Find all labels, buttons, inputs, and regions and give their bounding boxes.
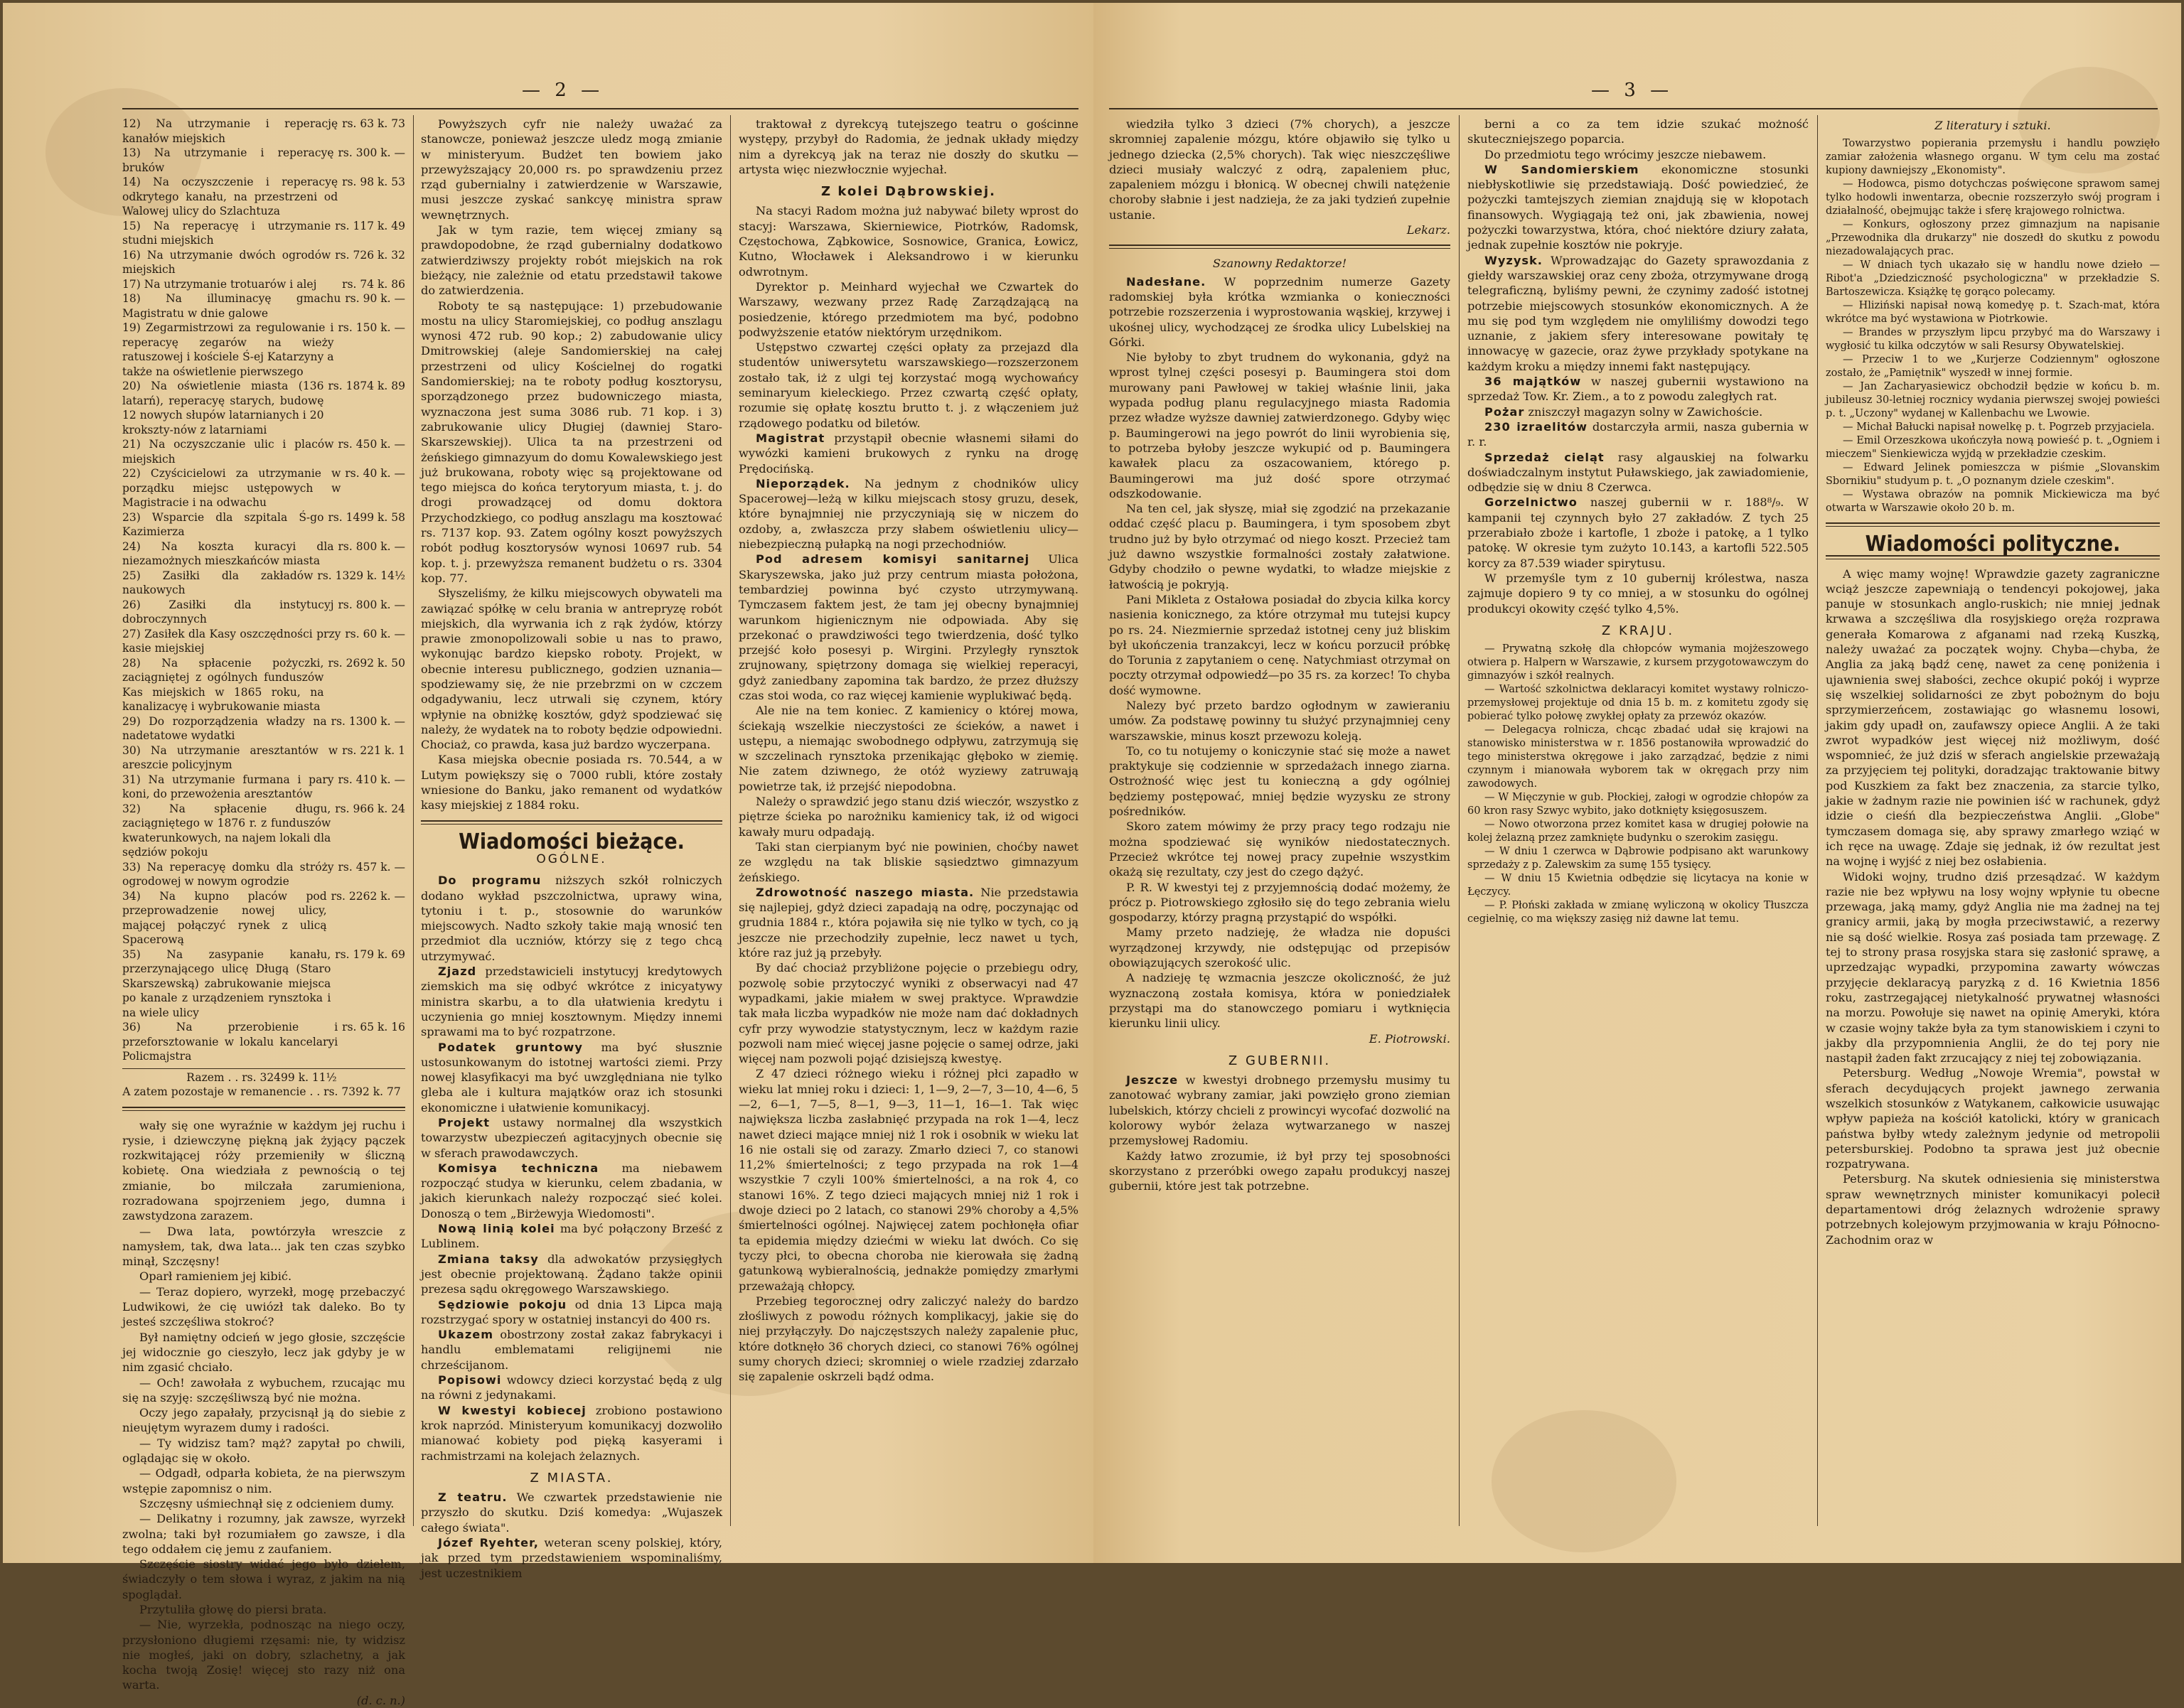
news-item-text: ma być słusznie ustosunkowanym do istotnej wartości ziemi. Przy nowej klasyfikacyi ma być uwzględniana nie tylko gleba ale i kultura majątków oraz ich stosunki ekonomiczne i ułatwienie komunikacyj.: [421, 1040, 722, 1115]
paragraph: Mamy przeto nadzieję, że władza nie dopuści wyrządzonej krzywdy, nie odstępując od przepisów obowiązujących szerokość ulic.: [1109, 925, 1450, 970]
budget-row-amount: rs. 117 k. 49: [335, 219, 405, 232]
paragraph: — Wystawa obrazów na pomnik Mickiewicza ma być otwarta w Warszawie około 20 b. m.: [1826, 489, 2160, 515]
budget-row-label: 25) Zasiłki dla zakładów naukowych: [122, 569, 314, 596]
news-item-lead: 36 majątków: [1484, 375, 1582, 389]
news-item-text: Nalezy być przeto bardzo ogłodnym w zawieraniu umów. Za podstawę powinny tu służyć przynajmniej ceny warszawskie, minus koszt przewozu koleją.: [1109, 698, 1450, 743]
budget-row-label: 23) Wsparcie dla szpitala Ś-go Kazimierza: [122, 510, 324, 538]
letter-text-continued: [1109, 819, 1450, 1031]
paragraph: Towarzystwo popierania przemysłu i handlu powzięło zamiar założenia własnego organu. W tym celu ma zostać kupiony dawniejszy „Ekonomisty".: [1826, 138, 2160, 177]
country-news-items: [1467, 643, 1809, 926]
news-item-text: We czwartek przedstawienie nie przyszło do skutku. Dziś komedya: „Wujaszek całego świata".: [421, 1491, 722, 1535]
news-item: [739, 960, 1078, 1066]
budget-row-amount: rs. 457 k. —: [338, 860, 405, 874]
budget-remainder: [122, 1085, 405, 1100]
feuilleton-text: [122, 1118, 405, 1693]
paragraph: Przytuliła głowę do piersi brata.: [139, 1603, 327, 1616]
news-item: [739, 885, 1078, 960]
news-item: [421, 1403, 722, 1463]
paragraph: Kasa miejska obecnie posiada rs. 70.544, a w Lutym powiększy się o 7000 rubli, które zostały wniesione do Banku, jako remanent od wydatków kasy miejskiej z 1884 roku.: [421, 753, 722, 812]
budget-row: [122, 248, 405, 277]
news-item-text: Z 47 dzieci różnego wieku i różnej płci zapadło w wieku lat mniej roku i dzieci: 1, 1—9, 2—7, 3—10, 4—6, 5—2, 6—1, 7—5, 8—1, 9—3, 11—1, 16—1. Tak więc największa liczba zasłabnięć przypada na rok 1—4, lecz nawet dzieci mające mniej niż 1 rok i osobnik w wieku lat 16 nie ostali się od zarazy. Zmarło dzieci 7, co stanowi 11,2% śmiertelności; z tego przypada na rok 1—4 wszystkie 7 czyli 100% śmiertelności, a na rok 4, co stanowi 16%. Z tego dzieci mających mniej niż 1 rok i dwoje dzieci po 2 latach, co stanowi 29% choroby a 4,5% śmiertelności ogólnej. Najwięcej zatem pochłonęła ofiar ta epidemia między dziećmi w wieku lat dwóch. Co się tyczy płci, to obecna choroba nie kierowała się żadną gatunkową wybieralnością, jednakże pomiędzy zmarłymi przeważają chłopcy.: [739, 1067, 1078, 1293]
news-item-text: dostarczyła armii, nasza gubernia w r. r.: [1467, 419, 1809, 449]
budget-row-label: 18) Na illuminacyę gmachu Magistratu w dnie galowe: [122, 292, 341, 320]
news-item-lead: Gorzelnictwo: [1484, 495, 1578, 510]
budget-row-label: 33) Na reperacyę domku dla stróży ogrodowej w nowym ogrodzie: [122, 860, 334, 888]
budget-row-amount: rs. 2262 k. —: [331, 889, 405, 903]
budget-row-amount: rs. 800 k. —: [338, 598, 405, 611]
total-label: Razem . . rs. 32499 k. 11½: [186, 1070, 337, 1084]
news-item: [739, 340, 1078, 431]
paragraph: — Nowo otworzona przez komitet kasa w drugiej połowie na kolej żelazną przez zamknięte budynku o szerokim zasięgu.: [1467, 819, 1809, 844]
header-rule: [122, 108, 1078, 109]
budget-row-amount: rs. 1329 k. 14½: [317, 569, 405, 582]
news-item-text: W przemyśle tym z 10 gubernij królestwa, nasza zajmuje dopiero 9 ty co mniej, a w stosunku do ogólnej produkcyi okowity część tylko 4,5%.: [1467, 571, 1809, 616]
budget-row: [122, 175, 405, 219]
paragraph: — W Mięczynie w gub. Płockiej, załogi w ogrodzie chłopów za 60 kron rasy Szwyc wybito, jako dotknięty księgosuszem.: [1467, 792, 1809, 817]
news-item-lead: Sędziowie pokoju: [438, 1297, 567, 1311]
news-item-lead: Do programu: [438, 874, 542, 888]
news-item: [739, 1294, 1078, 1385]
news-item-text: w kwestyi drobnego przemysłu musimy tu zanotować wybrany zamiar, jaki powzięło grono ziemian lubelskich, którzy chcieli z prowincyi wycofać dozwolić na kolorowy wybór żelaza wytwarzanego w naszej przemysłowej Radomiu.: [1109, 1073, 1450, 1148]
budget-row-label: 22) Czyścicielowi za utrzymanie w porządku miejsc ustępowych w Magistracie i na odwachu: [122, 467, 341, 509]
budget-row: [122, 379, 405, 437]
section-divider: [1826, 522, 2160, 527]
budget-row: [122, 291, 405, 321]
news-item-text: ustawy normalnej dla wszystkich towarzystw ubezpieczeń agitacyjnych obecnie się w sferach prawodawczych.: [421, 1116, 722, 1160]
paragraph: A więc mamy wojnę! Wprawdzie gazety zagraniczne wciąż jeszcze zapewniają o tendencyi pokojowej, jaka panuje w stosunkach anglo-ruskich; nie mniej jednak krwawa a szczęśliwa dla rosyjskiego oręża rozprawa generała Komarowa z afganami nad rzeką Kuszką, należy uważać za początek wojny. Chyba—chyba, że Anglia za jaką bądź cenę, nawet za cenę poniżenia i ujawnienia swej słabości, zechce okupić pokój i wyprze się wszelkiej solidarności ze zbyt pobożnym do boju sprzymierzeńcem, zostawiając go własnemu losowi, jakim gdy upadł on, zaufawszy opiece Anglii. A że taki zwrot wypadków jest więcej niż możliwym, dość wspomnieć, że już dziś w sferach angielskie przeważają za przyjęciem tej polityki, doradzając traktowanie bitwy pod Kuszkiem za fakt bez znaczenia, za starcie tylko, jakie w żadnym razie nie powinien iść w rachunek, gdyż idzie o cieśń dla bezpieczeństwa Anglii. „Globe" tymczasem domaga się, aby sprawy zmarłego wziąć w ich ręce na uwagę. Zdaje się jednak, iż ów rezultat jest na wojnę i wyjść z niej bez osłabienia.: [1826, 566, 2160, 869]
news-item: [739, 552, 1078, 703]
news-item-text: przystąpił obecnie własnemi siłami do wywózki kamieni brukowych z rynku na drogę Prędocińską.: [739, 431, 1078, 476]
paragraph: Szczęście siostry widać jego było dziełem, świadczyły o tem słowa i wyraz, z jakim na nią spoglądał.: [122, 1557, 405, 1601]
section-divider: [421, 820, 722, 825]
newspaper-spread: [3, 3, 2181, 1707]
signature-doctor: Lekarz.: [1406, 223, 1450, 237]
paragraph: Słyszeliśmy, że kilku miejscowych obywateli ma zawiązać spółkę w celu brania w antrepryzę robót miejskich, dla wyrwania ich z rąk żydów, którzy prawie zmonopolizowali sobie u nas to prawo, wykonując bardzo kiepsko roboty. Projekt, w obecnie interesu publicznego, godzien uznania—spodziewamy się, że nie przebrzmi on w czczem odgadywaniu, lecz utrwali się czynem, który wpłynie na obniżkę kosztów, gdyż spodziewać się należy, że wydatek na to roboty będzie odpowiedni. Chociaż, co prawda, kasa już bardzo wyczerpana.: [421, 586, 722, 752]
budget-row: [122, 1020, 405, 1064]
news-item-lead: Józef Ryehter,: [438, 1536, 539, 1550]
budget-row: [122, 743, 405, 773]
paragraph: Roboty te są następujące: 1) przebudowanie mostu na ulicy Staromiejskiej, co podług anszlagu wynosi 472 rub. 90 kop.; 2) zabudowanie ulicy Dmitrowskiej (aleje Sandomierskiej na całej przestrzeni od ulicy Kościelnej do rogatki Sandomierskiej; na te roboty podług kosztorysu, sporządzonego przez budowniczego miasta, wyznaczona jest suma 3086 rub. 71 kop. i 3) zabrukowanie ulicy Długiej (dawniej Staro-Skarszewskiej). Ulica ta na przestrzeni od żeńskiego gimnazyum do domu Kowalewskiego jest już brukowana, roboty więc są projektowane od tego miejsca do końca terytoryum miasta, t. j. do drogi prowadzącej od domu doktora Przychodzkiego, co podług anszlagu ma kosztować rs. 7137 kop. 93. Zatem ogólny koszt powyższych robót podług kosztorysów wynosi 10697 rub. 54 kop. t. j. przewyższa remanent budżetu o rs. 3304 kop. 77.: [421, 299, 722, 585]
news-item-text: W poprzednim numerze Gazety radomskiej była krótka wzmianka o konieczności potrzebie rozszerzenia i wyprostowania wąskiej, krzywej i ukośnej ulicy, wychodzącej ze środka ulicy Lubelskiej na Górki.: [1109, 274, 1450, 349]
news-item-text: To, co tu notujemy o koniczynie stać się może a nawet praktykuje się codziennie w sprzedażach innego ziarna. Ostrożność więc jest tu konieczną a gdy ogólniej będziemy postępować, mniej będzie wyzysku ze strony pośredników.: [1109, 743, 1450, 819]
paragraph: — Brandes w przyszłym lipcu przybyć ma do Warszawy i wygłosić tu kilka odczytów w sali Resursy Obywatelskiej.: [1826, 327, 2160, 353]
budget-row-label: 32) Na spłacenie długu, zaciągniętego w 1876 r. z funduszów kwaterunkowych, na najem lokali dla sędziów pokoju: [122, 802, 331, 859]
paragraph: Petersburg. Na skutek odniesienia się ministerstwa spraw wewnętrznych minister komunikacyi polecił departamentowi dróg żelaznych wdrożenie sprawy potrzebnych kolejowym przyjmowania w kraju Północno-Zachodnim oraz w: [1826, 1172, 2160, 1247]
news-item-text: Przebieg tegorocznej odry zaliczyć należy do bardzo złośliwych z powodu różnych komplikacyj, jakie się do niej przyłączyły. Do najczęstszych należy zapalenie płuc, które dotknęło 36 chorych dzieci, co stanowi 76% ogólnej sumy chorych dzieci; skromniej o wiele rzadziej zdarzało się zapalenie oskrzeli bądź odma.: [739, 1294, 1078, 1384]
news-item: [1467, 419, 1809, 450]
paragraph: Był namiętny odcień w jego głosie, szczęście jej widocznie go cieszyło, lecz jak gdyby je w nim zgasić chciało.: [122, 1330, 405, 1375]
news-items: [421, 873, 722, 1463]
news-item-text: Pani Mikleta z Ostałowa posiadał do zbycia kilka korcy nasienia konicznego, za które otrzymał mu tutejsi kupcy po rs. 24. Niezmiernie sprzedaż istotnej ceny już bliskim był ukończenia tranzakcyi, lecz w końcu porzucił próbkę do Torunia z zapytaniem o cenę. Natychmiast otrzymał on poczty otrzymał odpowiedź—po 35 rs. za korzec! To chyba dość wymowne.: [1109, 592, 1450, 697]
news-item-lead: 230 izraelitów: [1484, 419, 1588, 434]
news-item-text: naszej gubernii w r. 188⁸/₉. W kampanii tej czynnych było 27 zakładów. Z tych 25 przerabiało zboże i kartofle, 1 zboże i patokę, a 1 tylko patokę. W okresie tym zużyto 10.143, a kartofli 522.505 korcy za 87.539 wiader spirytusu.: [1467, 495, 1809, 570]
budget-row-amount: rs. 90 k. —: [345, 292, 405, 305]
section-divider: [1109, 245, 1450, 249]
news-item: [1109, 1149, 1450, 1194]
news-item: [739, 431, 1078, 476]
news-subsection-title: OGÓLNE.: [536, 852, 607, 866]
news-item: [421, 1221, 722, 1252]
news-item: [1467, 450, 1809, 495]
news-item-lead: Zdrowotność naszego miasta.: [756, 885, 975, 899]
paragraph: — Nie, wyrzekła, podnosząc na niego oczy, przysłoniono długiemi rzęsami: nie, ty widzisz nie mogłeś, jaki on dobry, szlachetny, a jak kocha twoją Zosię! więcej sto razy niż ona warta.: [122, 1618, 405, 1692]
news-item-text: Każdy łatwo zrozumie, iż był przy tej sposobności skorzystano z przeróbki owego zapału produkcyj naszej gubernii, które jest tak potrzebne.: [1109, 1149, 1450, 1193]
news-item-text: ekonomiczne stosunki niebłyskotliwie się przedstawiają. Dość powiedzieć, że pożyczki tamtejszych ziemian znajdują się w kłopotach finansowych. Wygiągają też oni, jak zbawienia, nowej pożyczki towarzystwa, która, choć niektóre dziury załata, jednak zupełnie kosztów nie pokryje.: [1467, 162, 1809, 252]
news-item-text: zniszczył magazyn solny w Zawichoście.: [1528, 404, 1763, 419]
paragraph: Skoro zatem mówimy że przy pracy tego rodzaju nie można spodziewać się wyników niedostatecznych. Przecież wkrótce tej nowej pracy zupełnie wszystkim okażą się rezultaty, czy jest do czego dążyć.: [1109, 820, 1450, 879]
budget-row: [122, 219, 405, 248]
news-item-text: Na ten cel, jak słyszę, miał się zgodzić na przekazanie oddać część placu p. Baumingera, i tym sposobem zbyt trudno już by było otrzymać od niego koszt. Przecież tam już dawno wszystkie formalności zostały załatwione. Gdyby chodziło o pewne wydatki, to władze miejskie z łatwością je pokryją.: [1109, 502, 1450, 591]
news-item: [421, 1252, 722, 1297]
paragraph: — Delegacya rolnicza, chcąc zbadać udał się krajowi na stanowisko ministerstwa w r. 1856 postanowiła wprowadzić do tego ministerstwa okręgowe i jako zarządzać, będzie z nimi czynnym i mianowała wyborem tak w okręgach przy nim zawodowych.: [1467, 724, 1809, 790]
budget-row: [122, 714, 405, 743]
budget-row: [122, 889, 405, 947]
news-item: [421, 1040, 722, 1115]
column-2: [421, 117, 722, 1580]
budget-row-label: 27) Zasiłek dla Kasy oszczędności przy kasie miejskiej: [122, 627, 341, 655]
news-item-text: Nie przedstawia się najlepiej, gdyż dzieci zapadają na odrę, poczynając od grudnia 1884 r., która pojawiła się nie tylko w tych, co ją jeszcze nie przechodziły zupełnie, lecz nawet u tych, które raz już ją przebyły.: [739, 885, 1078, 960]
budget-row-amount: rs. 65 k. 16: [342, 1021, 405, 1033]
news-item-lead: Nadesłane.: [1126, 274, 1206, 289]
medical-report-ending: [1109, 117, 1450, 222]
budget-row-label: 15) Na reperacyę i utrzymanie studni miejskich: [122, 219, 331, 247]
news-item-lead: W Sandomierskiem: [1484, 162, 1639, 176]
news-item: [1467, 404, 1809, 419]
page-number: — 2 —: [522, 80, 604, 101]
news-item: [1467, 374, 1809, 404]
paragraph: wiedziła tylko 3 dzieci (7% chorych), a jeszcze skromniej zapalenie mózgu, które objawiło się tylko u jednego dziecka (2,5% chorych). Tak więc nieszczęśliwe dzieci musiały walczyć z odrą, zapaleniem płuc, zapaleniem mózgu i błonicą. W obecnej chwili natężenie choroby słabnie i jest nadzieja, że za jaki tydzień zupełnie ustanie.: [1109, 117, 1450, 222]
news-item-lead: Zmiana taksy: [438, 1252, 539, 1266]
budget-total: [122, 1068, 405, 1085]
paragraph: — W dniu 1 czerwca w Dąbrowie podpisano akt warunkowy sprzedaży z p. Zalewskim za sumę 155 tysięcy.: [1467, 846, 1809, 871]
news-item-text: przedstawicieli instytucyj kredytowych ziemskich ma się odbyć wkrótce z inicyatywy ministra skarbu, a to dla ułatwienia kredytu i uczynienia go mniej kosztownym. Między innemi sprawami ma to być rozpatrzone.: [421, 965, 722, 1039]
news-section-title: Wiadomości bieżące.: [459, 829, 685, 854]
news-item-lead: Projekt: [438, 1116, 490, 1129]
budget-row-label: 17) Na utrzymanie trotuarów i alej: [122, 277, 317, 291]
budget-row-label: 31) Na utrzymanie furmana i pary koni, do przewożenia aresztantów: [122, 773, 334, 800]
budget-row-amount: rs. 410 k. —: [338, 773, 405, 786]
news-item-text: Taki stan cierpianym być nie powinien, choćby nawet ze względu na tak bliskie sąsiedztwo gimnazyum żeńskiego.: [739, 839, 1078, 884]
news-item-text: od dnia 13 Lipca mają rozstrzygać spory w ostatniej instancyi do 400 rs.: [421, 1297, 722, 1326]
page-2: [3, 3, 1093, 1707]
news-item: [421, 873, 722, 964]
page-number: — 3 —: [1591, 80, 1674, 101]
paragraph: — Michał Bałucki napisał nowelkę p. t. Pogrzeb przyjaciela.: [1843, 421, 2155, 434]
budget-row-amount: rs. 40 k. —: [345, 467, 405, 480]
news-item-lead: Komisya techniczna: [438, 1161, 599, 1175]
paragraph: — Odgadł, odparła kobieta, że na pierwszym wstępie zapomnisz o nim.: [122, 1466, 405, 1495]
budget-commentary: [421, 117, 722, 813]
news-item: [421, 964, 722, 1039]
paragraph: — Prywatną szkołę dla chłopców wymania mojżeszowego otwiera p. Halpern w Warszawie, z kursem przygotowawczym do gimnazyów i szkół realnych.: [1467, 643, 1809, 682]
news-item-lead: Zjazd: [438, 965, 477, 979]
city-section-title: Z MIASTA.: [530, 1470, 614, 1486]
news-item: [421, 1115, 722, 1161]
news-item-text: ma być połączony Brześć z Lublinem.: [421, 1222, 722, 1251]
news-item-lead: Pod adresem komisyi sanitarnej: [756, 552, 1030, 566]
paragraph: — W dniach tych ukazało się w handlu nowe dzieło — Ribot'a „Dziedziczność psychologiczna" w przekładzie S. Bartoszewicza. Książkę tę gorąco polecamy.: [1826, 259, 2160, 299]
paragraph: — Konkurs, ogłoszony przez gimnazjum na napisanie „Przewodnika dla drukarzy" nie doszedł do skutku z powodu niezadowalających prac.: [1826, 219, 2160, 258]
budget-row-label: 36) Na przerobienie i przeforsztowanie w lokalu kancelaryi Policmajstra: [122, 1021, 338, 1063]
budget-row: [122, 437, 405, 466]
paragraph: — Jan Zacharyasiewicz obchodził będzie w końcu b. m. jubileusz 30-letniej rocznicy wydania pierwszej swojej powieści p. t. „Uczony" wydanej w Kallenbachu we Lwowie.: [1826, 381, 2160, 420]
budget-row: [122, 802, 405, 860]
local-news-items: [739, 203, 1078, 1384]
news-item-lead: Nieporządek.: [756, 476, 850, 490]
news-item: [1467, 571, 1809, 616]
budget-row-label: 35) Na zasypanie kanału, przerzynającego ulicę Długą (Staro Skarszewską) zabrukowanie miejsca po kanale z urządzeniem rynsztoka i na wiele ulicy: [122, 947, 331, 1019]
intro-text: [1467, 117, 1809, 162]
news-item-text: w naszej gubernii wystawiono na sprzedaż Tow. Kr. Ziem., a to z powodu zaległych rat.: [1467, 375, 1809, 404]
news-item: [1467, 253, 1809, 374]
paragraph: — Dwa lata, powtórzyła wreszcie z namysłem, tak, dwa lata... jak ten czas szybko minął, Szczęsny!: [122, 1224, 405, 1269]
news-item: [1467, 495, 1809, 570]
news-item-text: weteran sceny polskiej, który, jak przed tym przedstawieniem wspominaliśmy, jest uczestnikiem: [421, 1536, 722, 1580]
news-item-lead: Ukazem: [438, 1328, 494, 1342]
news-item-text: Ustępstwo czwartej części opłaty za przejazd dla studentów uniwersytetu warszawskiego—rozszerzonem zostało tak, iż z ulgi tej korzystać mogą wychowańcy seminaryum kieleckiego. Przez czwartą część opłaty, rozumie się opłatę kosztu brutto t. j. z włączeniem już rządowego podatku od biletów.: [739, 340, 1078, 430]
news-item: [739, 203, 1078, 279]
budget-row: [122, 598, 405, 627]
column-2: [1467, 117, 1809, 1527]
budget-row: [122, 860, 405, 889]
budget-row-amount: rs. 150 k. —: [338, 321, 405, 334]
news-item: [739, 839, 1078, 885]
news-item-lead: Sprzedaż cieląt: [1484, 450, 1605, 464]
news-item-text: Dyrektor p. Meinhard wyjechał we Czwartek do Warszawy, wezwany przez Radę Zarządzającą na posiedzenie, którego przedmiotem ma być, podobno podwyższenie etatów niektórym urzędnikom.: [739, 279, 1078, 339]
column-rule: [730, 115, 731, 1526]
news-item-lead: Magistrat: [756, 431, 825, 445]
literature-section-title: Z literatury i sztuki.: [1934, 119, 2051, 132]
paragraph: — Przeciw 1 to we „Kurjerze Codziennym" ogłoszone zostało, że „Pamiętnik" wyszedł w innej formie.: [1826, 354, 2160, 380]
paragraph: — P. Płoński zakłada w zmianę wyliczoną w okolicy Tłuszcza cegielnię, co ma większy zasięg niż dawne lat temu.: [1467, 900, 1809, 925]
paragraph: — Delikatny i rozumny, jak zawsze, wyrzekł zwolna; taki był rozumiałem go zawsze, i dla tego oddałem cię jemu z zaufaniem.: [122, 1512, 405, 1556]
news-item-text: Na jednym z chodników ulicy Spacerowej—leżą w kilku miejscach stosy gruzu, desek, które bynajmniej nie przyczyniają się w niczem do ozdoby, a, zwłaszcza przy słabem oświetleniu ulicy—niebezpieczną pułapką na nogi przechodniów.: [739, 476, 1078, 552]
news-item-lead: W kwestyi kobiecej: [438, 1403, 587, 1417]
news-item: [421, 1535, 722, 1581]
news-item: [421, 1297, 722, 1328]
budget-row: [122, 627, 405, 656]
news-item-text: By dać chociaż przybliżone pojęcie o przebiegu odry, pozwolę sobie przytoczyć wyniki z obserwacyi nad 47 wypadkami, jakie miałem w swej praktyce. Wprawdzie tak mała liczba wypadków nie może nam dać dokładnych cyfr przy wywodzie statystycznym, lecz w każdym razie pozwoli nam mieć więcej jasne pojęcie o samej odrze, jaki więcej nam pozwoli pojąć dzisiejszą kwestyę.: [739, 961, 1078, 1066]
economic-news-items: [1467, 162, 1809, 616]
news-item: [739, 279, 1078, 340]
budget-row-label: 29) Do rozporządzenia władzy na nadetatowe wydatki: [122, 714, 327, 742]
budget-row: [122, 569, 405, 598]
budget-row: [122, 146, 405, 175]
budget-row: [122, 773, 405, 802]
paragraph: — Hodowca, pismo dotychczas poświęcone sprawom samej tylko hodowli inwentarza, obecnie rozszerzyło swój program i działalność, obejmując także i sferę krajowego rolnictwa.: [1826, 178, 2160, 217]
news-item-text: rasy algauskiej na folwarku doświadczalnym instytut Puławskiego, jak zawiadomienie, odbędzie się w dniu 8 Czerwca.: [1467, 450, 1809, 495]
paragraph: Widoki wojny, trudno dziś przesądzać. W każdym razie nie bez wpływu na losy wojny wpłynie tu obecne przewaga, jaką mamy, gdyż Anglia nie ma żadnej na tej granicy armii, jaką by mogła przeciwstawić, a rezerwy nie są dość wielkie. Rosya zaś posiada tam przewagę. Z tej to strony prasa rosyjska stara się zasłonić sprawę, a uprzedzając wypadki, przypomina zawarty wówczas przyjęcie deklaracyą paryzką z d. 16 Kwietnia 1856 roku, zastrzegającej nietykalność prywatnej własności na morzu. Powołuje się nawet na opinię Ameryki, która w czasie wojny także była za tym stanowiskiem i czyni to jakby dla przypomnienia Anglii, że do tej pory nie nastąpił żaden fakt zrzucający z niej tej zobowiązania.: [1826, 869, 2160, 1065]
budget-row-label: 13) Na utrzymanie i reperacyę bruków: [122, 146, 334, 174]
paragraph: Jak w tym razie, tem więcej zmiany są prawdopodobne, że rząd gubernialny dodatkowo zatwierdziwszy projekty robót miejskich na rok bieżący, nie zależnie od etatu przedstawił takowe do zatwierdzenia.: [421, 223, 722, 298]
column-rule: [1459, 115, 1460, 1526]
column-rule: [413, 115, 414, 1526]
news-item: [739, 1066, 1078, 1293]
news-item: [421, 1327, 722, 1373]
paragraph: berni a co za tem idzie szukać możność skuteczniejszego poparcia.: [1467, 117, 1809, 146]
paragraph: Petersburg. Według „Nowoje Wremia", powstał w sferach decydujących projekt jawnego zerwania wszelkich stosunków z Watykanem, całkowicie usuwając wpływ papieża na kościół katolicki, który w granicach państwa byłby wtedy zależnym jedynie od metropolii petersburskiej. Podobno ta sprawa jest już obecnie rozpatrywana.: [1826, 1066, 2160, 1171]
budget-row-amount: rs. 60 k. —: [345, 627, 405, 640]
province-section-title: Z GUBERNII.: [1228, 1053, 1332, 1068]
column-3: [1826, 117, 2160, 1527]
news-item: [1109, 592, 1450, 698]
news-item-text: dla adwokatów przysięgłych jest obecnie projektowaną. Żądano także opinii prezesa sądu okręgowego Warszawskiego.: [421, 1252, 722, 1296]
budget-row-label: 16) Na utrzymanie dwóch ogrodów miejskich: [122, 248, 331, 276]
news-item: [1109, 1073, 1450, 1148]
budget-row-label: 28) Na spłacenie pożyczki, zaciągniętej z ogólnych funduszów Kas miejskich w 1865 roku, na kanalizacyę i wybrukowanie miasta: [122, 656, 324, 713]
budget-row: [122, 117, 405, 146]
continuation-note: (d. c. n.): [356, 1693, 405, 1707]
paragraph: traktował z dyrekcyą tutejszego teatru o gościnne występy, przybył do Radomia, że jednak układy między nim a dyrekcyą jak na teraz nie doszły do skutku — artysta więc niezwłocznie wyjechał.: [739, 117, 1078, 176]
paragraph: — Ty widzisz tam? mąż? zapytał po chwili, oglądając się w około.: [122, 1436, 405, 1466]
paragraph: Szczęsny uśmiechnął się z odcieniem dumy.: [139, 1496, 395, 1510]
paragraph: — Och! zawołała z wybuchem, rzucając mu się na szyję: szczęśliwszą być nie można.: [122, 1375, 405, 1404]
budget-row-label: 30) Na utrzymanie aresztantów w areszcie policyjnym: [122, 743, 338, 771]
page-3: [1093, 3, 2181, 1563]
paragraph: — Edward Jelinek pomieszcza w piśmie „Slovanskim Sbornikiu" studyum p. t. „O poznanym dziele czeskim".: [1826, 462, 2160, 488]
column-1: [1109, 117, 1450, 1527]
budget-row-label: 19) Zegarmistrzowi za regulowanie i reperacyę zegarów na wieży ratuszowej i kościele Ś-ej Katarzyny a także na oświetlenie pierwszego: [122, 321, 334, 378]
paragraph: A nadzieję tę wzmacnia jeszcze okoliczność, że już wyznaczoną została komisya, która w poniedziałek przystąpi ma do stanowczego pomiaru i wytknięcia kierunku linii ulicy.: [1109, 971, 1450, 1031]
budget-row: [122, 947, 405, 1021]
column-rule: [1817, 115, 1818, 1526]
news-item-text: ma niebawem rozpocząć studya w kierunku, celem zbadania, w jakich kierunkach należy rozpocząć sieć kolei. Donoszą o tem „Birżewyja Wiedomosti".: [421, 1161, 722, 1220]
budget-row-label: 24) Na koszta kuracyi dla niezamożnych mieszkańców miasta: [122, 539, 334, 567]
news-item: [421, 1161, 722, 1221]
political-section-title: Wiadomości polityczne.: [1865, 532, 2121, 557]
news-item-text: wdowcy dzieci korzystać będą z ulg na równi z jedynakami.: [421, 1373, 722, 1402]
news-item-lead: Wyzysk.: [1484, 253, 1543, 267]
budget-row-amount: rs. 800 k. —: [338, 539, 405, 553]
paragraph: — Wartość szkolnictwa deklaracyi komitet wystawy rolniczo-przemysłowej projektuje od dnia 15 b. m. z komitetu zgody się pobierać tylko połowę zwykłej opłaty za przewóz okazów.: [1467, 684, 1809, 723]
budget-row: [122, 321, 405, 379]
paragraph: Do przedmiotu tego wrócimy jeszcze niebawem.: [1484, 147, 1767, 161]
section-divider: [122, 1107, 405, 1111]
budget-row-amount: rs. 1499 k. 58: [328, 510, 405, 524]
budget-row-amount: rs. 450 k. —: [338, 438, 405, 451]
budget-row-amount: rs. 966 k. 24: [335, 802, 405, 815]
budget-row-amount: rs. 74 k. 86: [342, 277, 405, 291]
budget-row: [122, 277, 405, 292]
budget-row-amount: rs. 63 k. 73: [342, 117, 405, 130]
signature-author: E. Piotrowski.: [1369, 1031, 1450, 1046]
news-item-text: Na stacyi Radom można już nabywać bilety wprost do stacyj: Warszawa, Skierniewice, Piotrków, Radomsk, Częstochowa, Ząbkowice, Sosnowice, Granica, Łowicz, Kutno, Włocławek i Aleksandrowo i w kierunku odwrotnym.: [739, 204, 1078, 279]
news-item-lead: Nową linią kolei: [438, 1222, 555, 1236]
paragraph: — W dniu 15 Kwietnia odbędzie się licytacya na konie w Łęczycy.: [1467, 873, 1809, 898]
paragraph: — Emil Orzeszkowa ukończyła nową powieść p. t. „Ogniem i mieczem" Sienkiewicza wyjdą w przekładzie czeskim.: [1826, 435, 2160, 461]
news-item-lead: Popisowi: [438, 1373, 502, 1387]
budget-row-amount: rs. 1300 k. —: [331, 714, 405, 728]
budget-row: [122, 539, 405, 569]
budget-row: [122, 656, 405, 714]
news-item-text: Ulica Skaryszewska, jako już przy centrum miasta położona, tembardziej powinna być czysto utrzymywaną. Tymczasem faktem jest, że tam jej obecny bynajmniej warunkom higienicznym nie odpowiada. Aby się przekonać o prawdziwości tego twierdzenia, dość tylko przejść koło posesyi p. Wirgini. Przyległy rynsztok zrujnowany, spiętrzony domaga się wielkiej reperacyi, gdyż zaniedbany zapomina tak bardzo, że przez dłuższy czas stoi woda, co raz więcej kamienie wyplukiwać będą.: [739, 552, 1078, 702]
budget-row-amount: rs. 726 k. 32: [335, 248, 405, 262]
budget-table: [122, 117, 405, 1064]
political-news-items: [1826, 566, 2160, 1247]
budget-row-amount: rs. 98 k. 53: [342, 176, 405, 188]
news-item-lead: Jeszcze: [1126, 1073, 1179, 1087]
news-item: [421, 1490, 722, 1535]
budget-row: [122, 466, 405, 510]
news-item: [1109, 274, 1450, 350]
budget-row-label: 21) Na oczyszczanie ulic i placów miejskich: [122, 438, 334, 466]
news-item: [1109, 743, 1450, 819]
column-3: [739, 117, 1078, 1527]
paragraph: Oczy jego zapałały, przycisnął ją do siebie z nieujętym wyrazem dumy i radości.: [122, 1406, 405, 1435]
budget-row-amount: rs. 300 k. —: [338, 146, 405, 159]
paragraph: — Teraz dopiero, wyrzekł, mogę przebaczyć Ludwikowi, że cię uwiózł tak daleko. Bo ty jesteś szczęśliwa stokroć?: [122, 1284, 405, 1329]
budget-row-label: 26) Zasiłki dla instytucyj dobroczynnych: [122, 598, 334, 625]
paragraph: Powyższych cyfr nie należy uważać za stanowcze, ponieważ jeszcze uledz mogą zmianie w ministeryum. Budżet ten bowiem jako przewyższający 20,000 rs. po sprawdzeniu przez rząd gubernialny i zatwierdzenie w Warszawie, musi jeszcze zyskać sankcyę ministra spraw wewnętrznych.: [421, 117, 722, 222]
budget-row-label: 12) Na utrzymanie i reperację kanałów miejskich: [122, 117, 338, 145]
paragraph: Oparł ramieniem jej kibić.: [139, 1269, 292, 1284]
budget-row-label: 34) Na kupno placów pod przeprowadzenie nowej ulicy, mającej połączyć rynek z ulicą Spacerową: [122, 889, 327, 946]
letter-text: [1109, 274, 1450, 820]
news-item: [739, 794, 1078, 839]
news-item-text: zrobiono postawiono krok naprzód. Ministeryum komunikacyj dozwoliło mianować kobiety pod pięką kasyerami i rachmistrzami na kolejach żelaznych.: [421, 1403, 722, 1463]
budget-row-amount: rs. 2692 k. 50: [328, 656, 405, 670]
news-item-text: Nie byłoby to zbyt trudnem do wykonania, gdyż na wprost tylnej części posesyi p. Baumingera stoi dom murowany pani Pawłowej w takiej właśnie linii, jaka wypada podług planu regulacyjnego miasta Radomia przez władze wyższe dawniej zatwierdzonego. Gdyby więc p. Baumingerowi na jego powrót do linii wyrobienia się, to potrzeba byłoby jeszcze wykupić od p. Baumingera kawałek placu za oszacowaniem, którego p. Baumingerowi ma już dość spore otrzymać odszkodowanie.: [1109, 350, 1450, 500]
letter-salutation: Szanowny Redaktorze!: [1212, 257, 1347, 271]
news-item: [739, 476, 1078, 552]
country-section-title: Z KRAJU.: [1601, 623, 1675, 638]
budget-row-amount: rs. 1874 k. 89: [328, 380, 405, 392]
budget-row-amount: rs. 221 k. 1: [342, 743, 405, 757]
province-news-items: [1109, 1073, 1450, 1193]
news-item: [739, 703, 1078, 794]
header-rule: [1109, 108, 2158, 109]
news-item: [1109, 501, 1450, 592]
paragraph: wały się one wyraźnie w każdym jej ruchu i rysie, i dziewczynę piękną jak żyjący pączek rozkwitającej róży przemieniły w śliczną kobietę. Ona wiedziała z pewnością o tej zmianie, bo milczała zarumieniona, rozradowana spojrzeniem jego, dumna i zawstydzona zarazem.: [122, 1118, 405, 1223]
paragraph: — Hliziński napisał nową komedyę p. t. Szach-mat, która wkrótce ma być wystawiona w Piotrkowie.: [1826, 300, 2160, 326]
budget-row-label: 20) Na oświetlenie miasta (136 latarń), reperacyę starych, budowę 12 nowych słupów latarnianych i 20 krokszty-nów z latarniami: [122, 380, 324, 436]
news-item: [1109, 350, 1450, 501]
remainder-label: A zatem pozostaje w remanencie . . rs. 7392 k. 77: [122, 1085, 401, 1098]
news-item: [1109, 698, 1450, 743]
news-item: [1467, 162, 1809, 253]
railway-section-title: Z kolei Dąbrowskiej.: [821, 184, 996, 200]
news-item-lead: Podatek gruntowy: [438, 1040, 583, 1054]
news-item-text: niższych szkół rolniczych dodano wykład pszczolnictwa, uprawy wina, tytoniu i t. p., stosownie do warunków miejscowych. Nadto szkoły takie mają wnosić ten przedmiot dla uczniów, którzy się z tego chcą utrzymywać.: [421, 874, 722, 963]
news-item-lead: Pożar: [1484, 404, 1525, 419]
budget-row-amount: rs. 179 k. 69: [335, 947, 405, 961]
budget-row-label: 14) Na oczyszczenie i reperacyę odkrytego kanału, na przestrzeni od Walowej ulicy do Szlachtuza: [122, 176, 338, 217]
news-item-text: Należy o sprawdzić jego stanu dziś wieczór, wszystko z piętrze ścieka po narożniku kamienicy tak, iż od wigoci kawały muru odpadają.: [739, 795, 1078, 839]
city-news-items: [421, 1490, 722, 1581]
budget-row: [122, 510, 405, 539]
theatre-text: [739, 117, 1078, 177]
news-item-text: obostrzony został zakaz fabrykacyi i handlu emblematami religijnemi nie chrześcijanom.: [421, 1328, 722, 1372]
news-item: [421, 1373, 722, 1403]
news-item-text: Ale nie na tem koniec. Z kamienicy o której mowa, ściekają wszelkie nieczystości ze ścieków, a nawet i ustępu, a niemając swobodnego odpływu, zatrzymują się w szczelinach rynsztoka przenikając głęboko w ziemię. Nie zatem dziwnego, że otóż wyziewy zatruwają powietrze tak, iż przejść niepodobna.: [739, 704, 1078, 793]
news-item-text: Wprowadzając do Gazety sprawozdania z giełdy warszawskiej oraz ceny zboża, otrzymywane drogą telegraficzną, byliśmy pewni, że czynimy zadość istotnej potrzebie miejscowych stosunków ekonomicznych. A że mu się pod tym względem nie omyliliśmy dowodzi tego uznanie, z jakiem sfery interesowane powitały tę innowacyę w gazecie, oraz żywe przykłady spotykane na każdym kroku a między innemi fakt następujący.: [1467, 253, 1809, 373]
literature-news-items: [1826, 137, 2160, 515]
paragraph: P. R. W kwestyi tej z przyjemnością dodać możemy, że prócz p. Piotrowskiego zgłosiło się do tego zebrania wielu gospodarzy, którzy pragną przystąpić do współki.: [1109, 880, 1450, 925]
column-1: [122, 117, 405, 1707]
news-item-lead: Z teatru.: [438, 1491, 508, 1505]
